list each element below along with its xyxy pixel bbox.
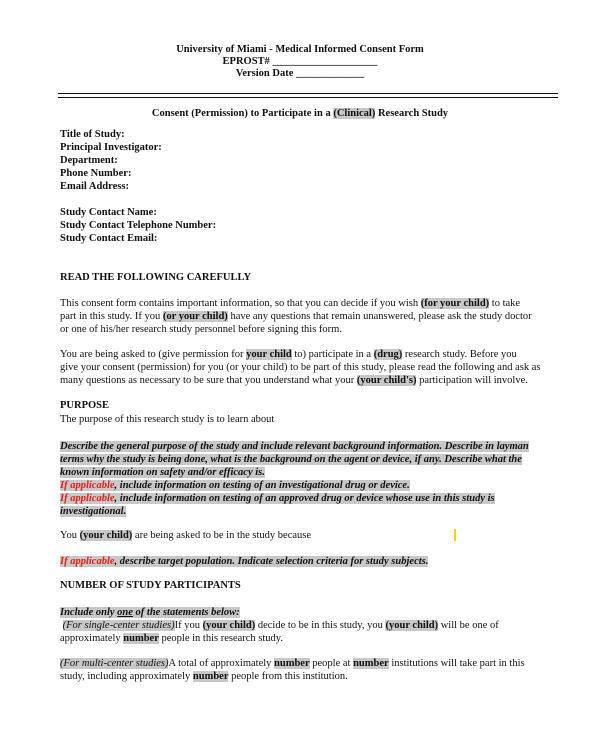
field-principal-investigator: Principal Investigator:: [60, 142, 162, 153]
text-line: The purpose of this research study is to learn about: [60, 414, 275, 425]
participants-instructions: [60, 606, 565, 645]
study-info-fields: [60, 128, 162, 193]
version-date-line: Version Date _____________: [235, 68, 365, 79]
participants-heading: NUMBER OF STUDY PARTICIPANTS: [60, 580, 241, 591]
eprost-line: EPROST# ____________________: [222, 56, 378, 67]
purpose-heading: PURPOSE: [60, 400, 110, 411]
text-line: If applicable, include information on testing of an approved drug or device whose use in this study is: [60, 493, 495, 504]
field-email-address: Email Address:: [60, 181, 129, 192]
title-text-before: Consent (Permission) to Participate in a: [151, 108, 334, 119]
title-highlight: (Clinical): [333, 108, 376, 119]
field-contact-name: Study Contact Name:: [60, 207, 157, 218]
document-title: [0, 108, 600, 119]
text-line: part in this study. If you (or your child) have any questions that remain unanswered, please ask the study doctor: [60, 311, 532, 322]
form-header: [0, 44, 600, 80]
text-line: approximately number people in this research study.: [60, 633, 283, 644]
text-line: Describe the general purpose of the study and include relevant background information. Describe in layman: [60, 441, 529, 452]
purpose-intro: [60, 413, 565, 426]
text-line: You are being asked to (give permission for your child to) participate in a (drug) research study. Before you: [60, 349, 517, 360]
read-carefully-heading: READ THE FOLLOWING CAREFULLY: [60, 272, 252, 283]
study-contact-fields: [60, 206, 216, 245]
field-department: Department:: [60, 155, 118, 166]
target-population-instruction: [60, 555, 565, 568]
field-contact-email: Study Contact Email:: [60, 233, 158, 244]
form-header-title: University of Miami - Medical Informed Consent Form: [176, 44, 424, 55]
header-rule-top: [58, 93, 558, 94]
text-line: give your consent (permission) for you (or your child) to be part of this study, please read the following and ask as: [60, 362, 541, 373]
text-line: investigational.: [60, 506, 127, 517]
field-phone-number: Phone Number:: [60, 168, 132, 179]
text-line: many questions as necessary to be sure that you understand what your (your child's) participation will involve.: [60, 375, 528, 386]
text-line: If applicable, include information on testing of an investigational drug or device.: [60, 480, 410, 491]
title-text-after: Research Study: [375, 108, 449, 119]
text-line: or one of his/her research study personnel before signing this form.: [60, 324, 342, 335]
text-cursor: [454, 529, 456, 541]
text-line: Include only one of the statements below:: [60, 607, 240, 618]
multi-center-statement: [60, 657, 565, 683]
field-contact-phone: Study Contact Telephone Number:: [60, 220, 217, 231]
field-study-title: Title of Study:: [60, 129, 125, 140]
consent-intro-paragraph: [60, 297, 565, 336]
study-reason-line: [60, 529, 565, 542]
text-line: study, including approximately number people from this institution.: [60, 671, 348, 682]
text-line: This consent form contains important information, so that you can decide if you wish (for your child) to take: [60, 298, 521, 309]
text-line: If applicable, describe target population. Indicate selection criteria for study subjects.: [60, 556, 429, 567]
text-line: (For multi-center studies)A total of approximately number people at number institutions will take part in this: [60, 658, 525, 669]
header-rule-bottom: [58, 97, 558, 98]
text-line: (For single-center studies)If you (your child) decide to be in this study, you (your child) will be one of: [62, 620, 499, 631]
text-line: terms why the study is being done, what is the background on the agent or device, if any. Describe what the: [60, 454, 522, 465]
participation-paragraph: [60, 348, 565, 387]
text-line: known information on safety and/or efficacy is.: [60, 467, 265, 478]
purpose-instructions: [60, 440, 565, 518]
text-line: You (your child) are being asked to be in the study because: [60, 530, 312, 541]
